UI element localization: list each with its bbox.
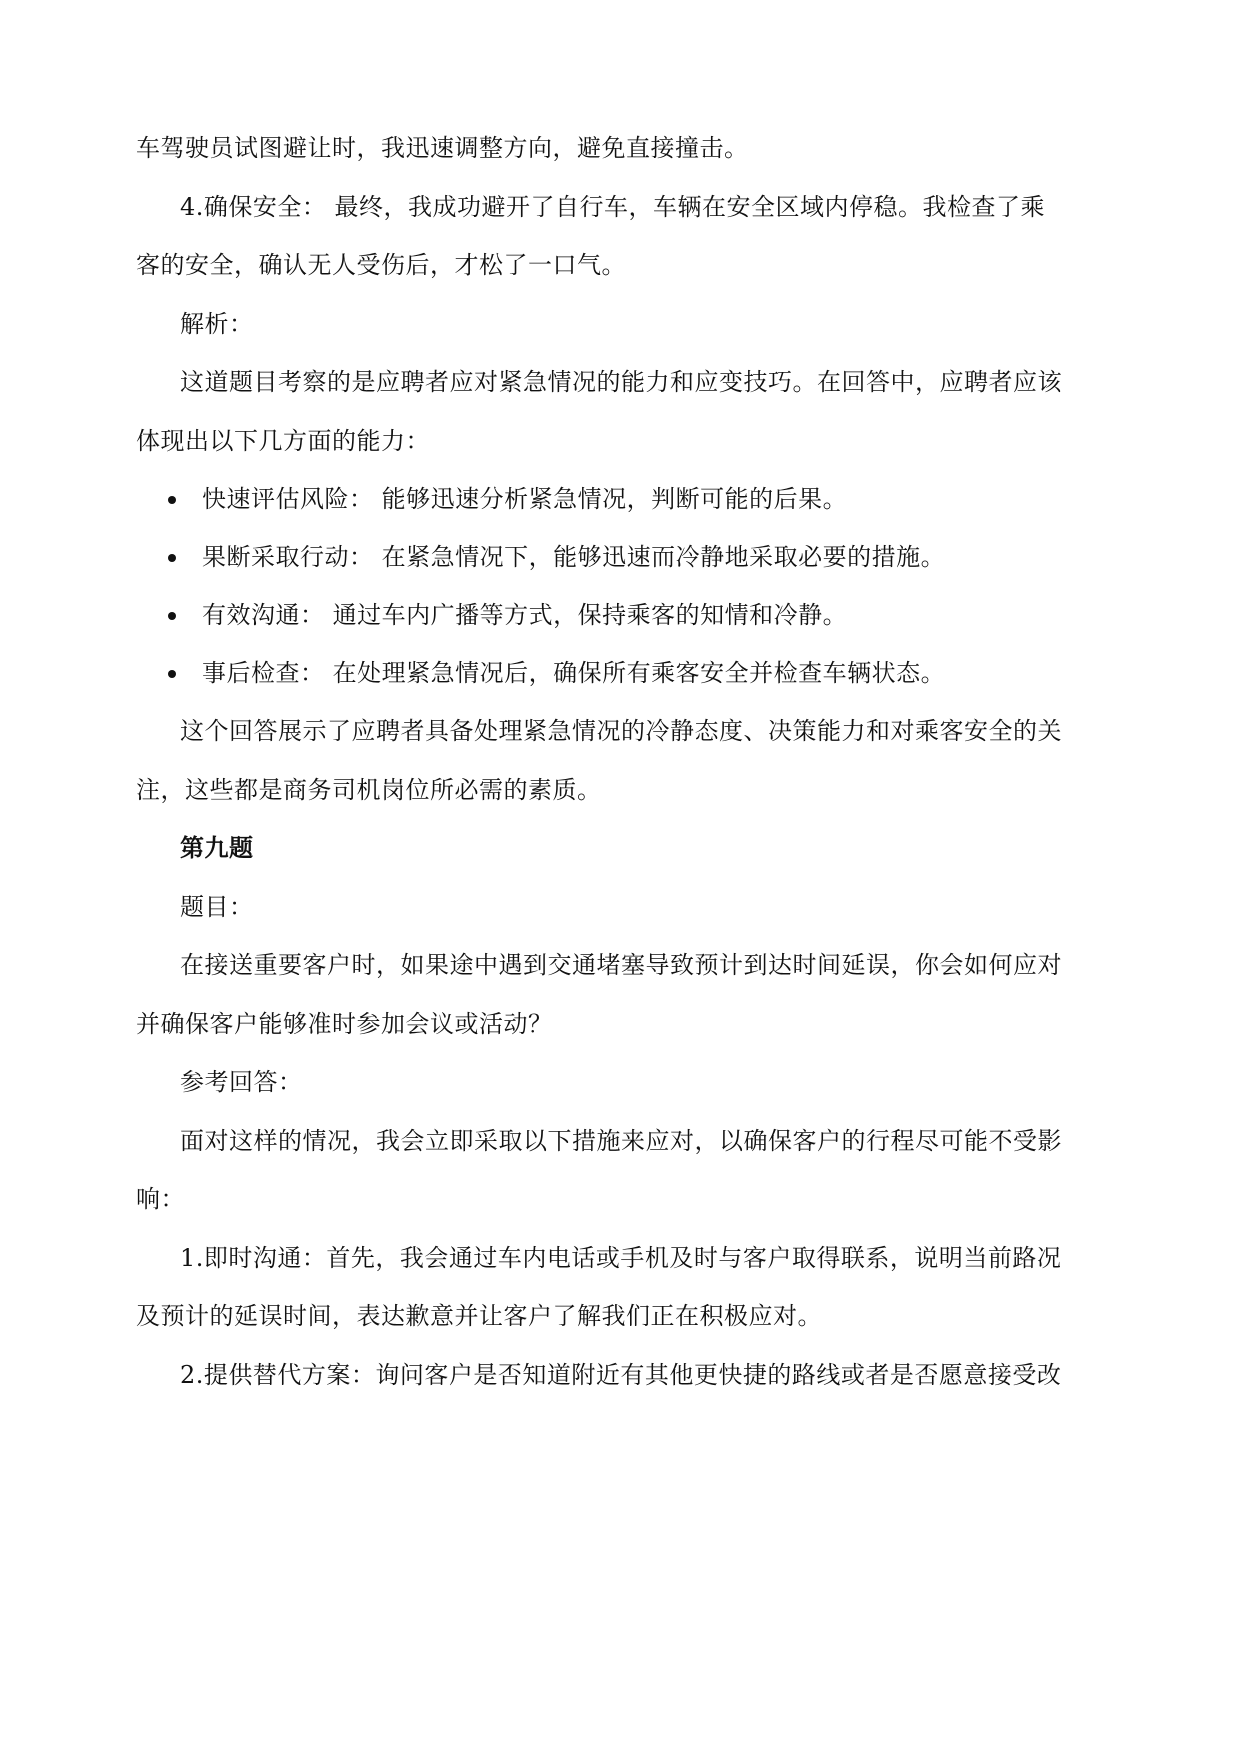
bullet-icon	[168, 670, 176, 678]
question-line: 并确保客户能够准时参加会议或活动？	[136, 1010, 553, 1038]
section-heading: 第九题	[180, 833, 254, 862]
bullet-item: 快速评估风险： 能够迅速分析紧急情况，判断可能的后果。	[202, 485, 848, 513]
bullet-item: 事后检查： 在处理紧急情况后，确保所有乘客安全并检查车辆状态。	[202, 659, 946, 687]
answer-line: 及预计的延误时间，表达歉意并让客户了解我们正在积极应对。	[136, 1302, 822, 1330]
bullet-item: 果断采取行动： 在紧急情况下，能够迅速而冷静地采取必要的措施。	[202, 543, 946, 571]
paragraph-line: 4.确保安全： 最终，我成功避开了自行车，车辆在安全区域内停稳。我检查了乘	[180, 193, 1046, 221]
answer-label: 参考回答：	[180, 1068, 303, 1096]
paragraph-line: 这个回答展示了应聘者具备处理紧急情况的冷静态度、决策能力和对乘客安全的关	[180, 717, 1062, 745]
paragraph-line: 车驾驶员试图避让时，我迅速调整方向，避免直接撞击。	[136, 134, 749, 162]
bullet-icon	[168, 554, 176, 562]
question-label: 题目：	[180, 893, 254, 921]
question-line: 在接送重要客户时，如果途中遇到交通堵塞导致预计到达时间延误，你会如何应对	[180, 951, 1062, 979]
answer-line: 面对这样的情况，我会立即采取以下措施来应对，以确保客户的行程尽可能不受影	[180, 1127, 1062, 1155]
bullet-item: 有效沟通： 通过车内广播等方式，保持乘客的知情和冷静。	[202, 601, 848, 629]
bullet-icon	[168, 496, 176, 504]
answer-line: 响：	[136, 1185, 185, 1213]
paragraph-line: 体现出以下几方面的能力：	[136, 427, 430, 455]
paragraph-line: 客的安全，确认无人受伤后，才松了一口气。	[136, 251, 626, 279]
bullet-icon	[168, 612, 176, 620]
section-label-analysis: 解析：	[180, 310, 254, 338]
paragraph-line: 这道题目考察的是应聘者应对紧急情况的能力和应变技巧。在回答中，应聘者应该	[180, 368, 1062, 396]
answer-line: 1.即时沟通：首先，我会通过车内电话或手机及时与客户取得联系，说明当前路况	[180, 1244, 1062, 1272]
paragraph-line: 注，这些都是商务司机岗位所必需的素质。	[136, 776, 602, 804]
answer-line: 2.提供替代方案：询问客户是否知道附近有其他更快捷的路线或者是否愿意接受改	[180, 1361, 1062, 1389]
